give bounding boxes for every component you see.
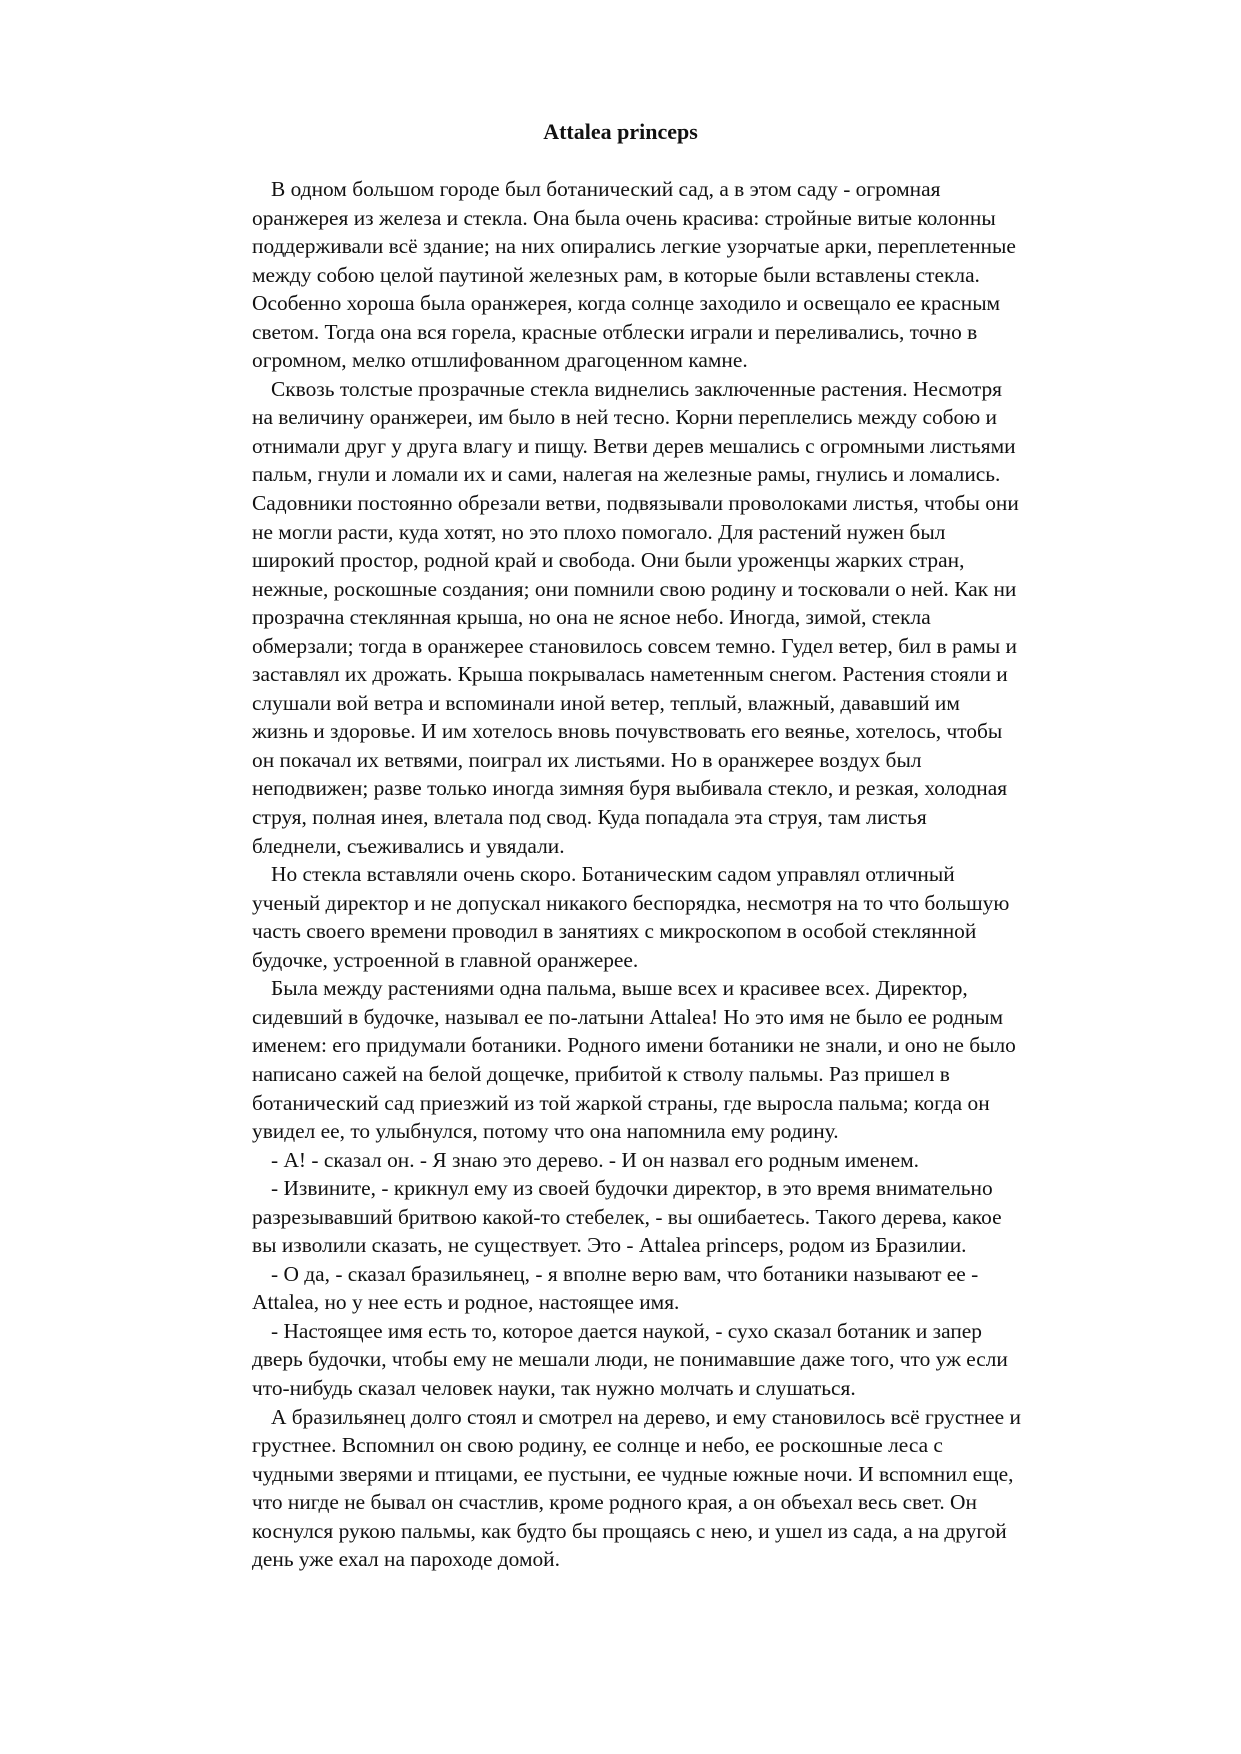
text-line: что нигде не бывал он счастлив, кроме родного края, а он объехал весь свет. Он [252, 1490, 977, 1515]
text-line: Была между растениями одна пальма, выше всех и красивее всех. Директор, [271, 976, 968, 1001]
paragraph [252, 1260, 1152, 1317]
text-line: именем: его придумали ботаники. Родного имени ботаники не знали, и оно не было [252, 1033, 1016, 1058]
paragraph [252, 375, 1152, 860]
text-line: бледнели, съеживались и увядали. [252, 833, 565, 858]
paragraph [252, 1146, 1152, 1175]
text-line: дверь будочки, чтобы ему не мешали люди, не понимавшие даже того, что уж если [252, 1347, 1008, 1372]
text-line: Сквозь толстые прозрачные стекла виднелись заключенные растения. Несмотря [271, 376, 1002, 401]
document-body [252, 175, 1152, 1574]
text-line: широкий простор, родной край и свобода. Они были уроженцы жарких стран, [252, 548, 965, 573]
text-line: нежные, роскошные создания; они помнили свою родину и тосковали о ней. Как ни [252, 576, 1017, 601]
text-line: - Извините, - крикнул ему из своей будочки директор, в это время внимательно [271, 1176, 993, 1201]
text-line: А бразильянец долго стоял и смотрел на дерево, и ему становилось всё грустнее и [271, 1404, 1021, 1429]
text-line: коснулся рукою пальмы, как будто бы прощаясь с нею, и ушел из сада, а на другой [252, 1518, 1007, 1543]
text-line: разрезывавший бритвою какой-то стебелек, - вы ошибаетесь. Такого дерева, какое [252, 1204, 1002, 1229]
text-line: чудными зверями и птицами, ее пустыни, ее чудные южные ночи. И вспомнил еще, [252, 1461, 1014, 1486]
text-line: день уже ехал на пароходе домой. [252, 1547, 560, 1572]
text-line: не могли расти, куда хотят, но это плохо помогало. Для растений нужен был [252, 519, 946, 544]
text-line: В одном большом городе был ботанический сад, а в этом саду - огромная [271, 177, 941, 201]
text-line: написано сажей на белой дощечке, прибитой к стволу пальмы. Раз пришел в [252, 1061, 950, 1086]
text-line: струя, полная инея, влетала под свод. Куда попадала эта струя, там листья [252, 805, 927, 830]
paragraph [252, 1317, 1152, 1403]
text-line: будочке, устроенной в главной оранжерее. [252, 947, 639, 972]
text-line: грустнее. Вспомнил он свою родину, ее солнце и небо, ее роскошные леса с [252, 1433, 943, 1458]
text-line: оранжерея из железа и стекла. Она была очень красива: стройные витые колонны [252, 205, 996, 230]
document-title: Attalea princeps [543, 119, 698, 144]
text-line: ученый директор и не допускал никакого беспорядка, несмотря на то что большую [252, 890, 1010, 915]
text-line: Но стекла вставляли очень скоро. Ботаническим садом управлял отличный [271, 862, 955, 887]
text-line: жизнь и здоровье. И им хотелось вновь почувствовать его веянье, хотелось, чтобы [252, 719, 1003, 744]
text-line: неподвижен; разве только иногда зимняя буря выбивала стекло, и резкая, холодная [252, 776, 1008, 801]
text-line: - А! - сказал он. - Я знаю это дерево. - И он назвал его родным именем. [271, 1147, 920, 1172]
text-line: он покачал их ветвями, поиграл их листьями. Но в оранжерее воздух был [252, 747, 922, 772]
paragraph [252, 1403, 1152, 1574]
paragraph [252, 860, 1152, 974]
text-line: прозрачна стеклянная крыша, но она не ясное небо. Иногда, зимой, стекла [252, 605, 931, 630]
text-line: - Настоящее имя есть то, которое дается наукой, - сухо сказал ботаник и запер [271, 1318, 982, 1343]
text-line: что-нибудь сказал человек науки, так нужно молчать и слушаться. [252, 1375, 856, 1400]
paragraph [252, 175, 1152, 375]
text-line: пальм, гнули и ломали их и сами, налегая на железные рамы, гнулись и ломались. [252, 462, 1001, 487]
text-line: заставлял их дрожать. Крыша покрывалась наметенным снегом. Растения стояли и [252, 662, 1008, 687]
text-line: Особенно хороша была оранжерея, когда солнце заходило и освещало ее красным [252, 291, 1001, 316]
text-line: часть своего времени проводил в занятиях с микроскопом в особой стеклянной [252, 919, 977, 944]
text-line: вы изволили сказать, не существует. Это - Attalea princeps, родом из Бразилии. [252, 1233, 967, 1258]
text-line: увидел ее, то улыбнулся, потому что она напомнила ему родину. [252, 1119, 839, 1144]
text-line: на величину оранжереи, им было в ней тесно. Корни переплелись между собою и [252, 405, 998, 430]
text-line: Attalea, но у нее есть и родное, настоящее имя. [252, 1290, 680, 1315]
paragraph [252, 1174, 1152, 1260]
text-line: светом. Тогда она вся горела, красные отблески играли и переливались, точно в [252, 319, 978, 344]
text-line: сидевший в будочке, называл ее по-латыни Attalea! Но это имя не было ее родным [252, 1004, 1004, 1029]
text-line: слушали вой ветра и вспоминали иной ветер, теплый, влажный, дававший им [252, 690, 960, 715]
paragraph [252, 974, 1152, 1145]
text-line: обмерзали; тогда в оранжерее становилось совсем темно. Гудел ветер, бил в рамы и [252, 633, 1017, 658]
text-line: - О да, - сказал бразильянец, - я вполне верю вам, что ботаники называют ее - [271, 1261, 979, 1286]
text-line: между собою целой паутиной железных рам, в которые были вставлены стекла. [252, 262, 980, 287]
text-line: Садовники постоянно обрезали ветви, подвязывали проволоками листья, чтобы они [252, 491, 1019, 516]
text-line: поддерживали всё здание; на них опирались легкие узорчатые арки, переплетенные [252, 234, 1016, 259]
text-line: отнимали друг у друга влагу и пищу. Ветви дерев мешались с огромными листьями [252, 433, 1016, 458]
text-line: огромном, мелко отшлифованном драгоценном камне. [252, 348, 748, 373]
text-line: ботанический сад приезжий из той жаркой страны, где выросла пальма; когда он [252, 1090, 990, 1115]
